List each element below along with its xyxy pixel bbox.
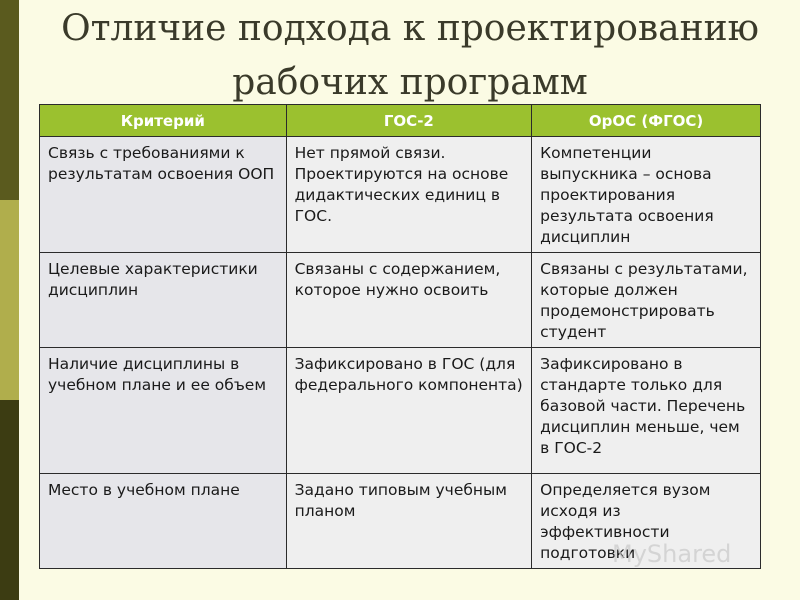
- table-cell: Задано типовым учебным планом: [286, 474, 532, 569]
- table-cell: Определяется вузом исходя из эффективности подготовки: [532, 474, 761, 569]
- table-row: [40, 137, 761, 253]
- table-cell: Наличие дисциплины в учебном плане и ее объем: [40, 348, 287, 474]
- slide-title: [40, 2, 780, 110]
- table-cell: Связаны с содержанием, которое нужно освоить: [286, 253, 532, 348]
- table-cell: Нет прямой связи. Проектируются на основе дидактических единиц в ГОС.: [286, 137, 532, 253]
- watermark-logo: MyShared: [612, 540, 732, 568]
- table-row: [40, 348, 761, 474]
- table-cell: Связаны с результатами, которые должен продемонстрировать студент: [532, 253, 761, 348]
- header-criterion: Критерий: [40, 105, 287, 137]
- header-gos2: ГОС-2: [286, 105, 532, 137]
- side-decor-bar-bottom: [0, 400, 19, 600]
- comparison-table: [39, 104, 761, 569]
- table-cell: Связь с требованиями к результатам освоения ООП: [40, 137, 287, 253]
- table-cell: Компетенции выпускника – основа проектирования результата освоения дисциплин: [532, 137, 761, 253]
- header-oros-fgos: ОрОС (ФГОС): [532, 105, 761, 137]
- side-decor-bar-middle: [0, 200, 19, 400]
- side-decor-bar-top: [0, 0, 19, 200]
- slide-title-line-1: Отличие подхода к проектированию: [61, 8, 759, 49]
- table-cell: Зафиксировано в ГОС (для федерального компонента): [286, 348, 532, 474]
- table-header-row: [40, 105, 761, 137]
- table-cell: Зафиксировано в стандарте только для базовой части. Перечень дисциплин меньше, чем в ГОС-2: [532, 348, 761, 474]
- table-cell: Место в учебном плане: [40, 474, 287, 569]
- slide-title-line-2: рабочих программ: [232, 62, 588, 103]
- table-row: [40, 253, 761, 348]
- table-cell: Целевые характеристики дисциплин: [40, 253, 287, 348]
